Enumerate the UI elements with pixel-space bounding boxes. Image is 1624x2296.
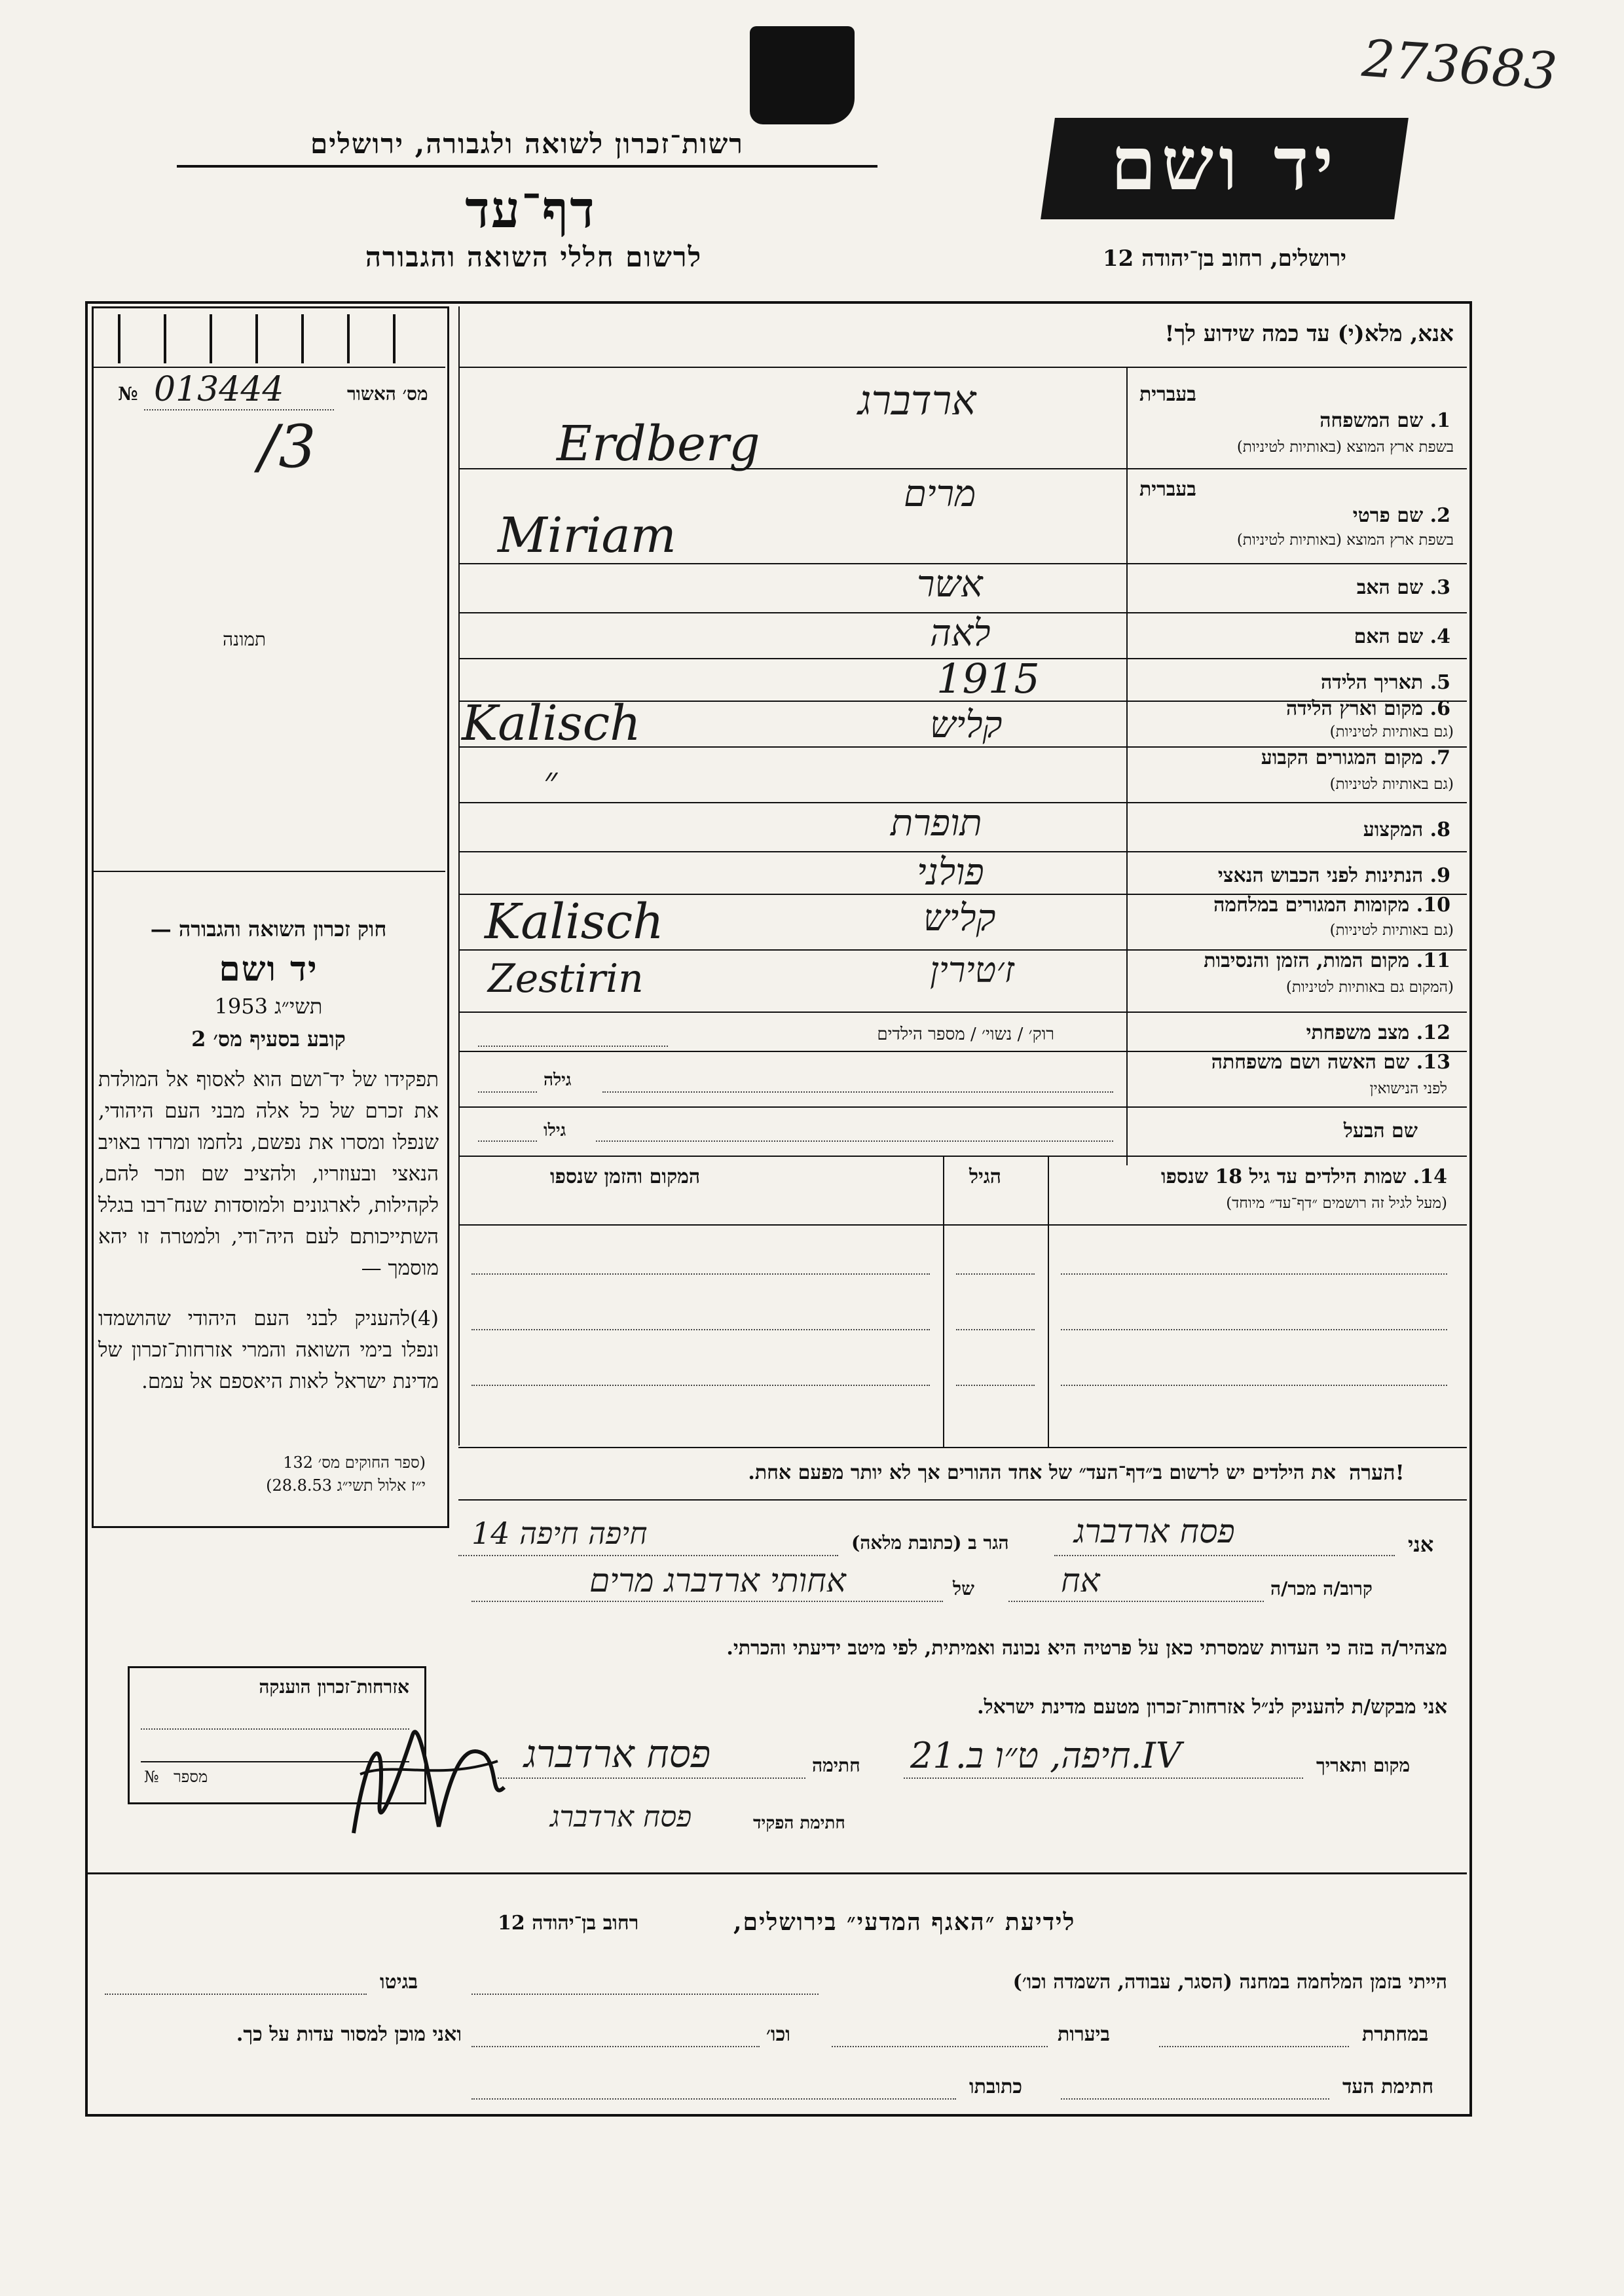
field-13-num: 13.: [1416, 1051, 1450, 1074]
children-col-age: הגיל: [969, 1165, 1002, 1188]
field-2-sub: בשפת ארץ המוצא (באותיות לטיניות): [1236, 532, 1454, 549]
decl-signature-value[interactable]: פסח ארדברג: [524, 1732, 710, 1776]
decl-request: אני מבקש/ת להעניק לנ״ל אזרחות־זכרון מטעם מדינת ישראל.: [977, 1696, 1447, 1719]
decl-ani-value[interactable]: פסח ארדברג: [1074, 1512, 1235, 1550]
law-ref: (ספר החוקים מס׳ 132: [283, 1453, 426, 1472]
field-12-name: מצב משפחתי: [1306, 1021, 1410, 1044]
form-title: דף־עד: [465, 180, 596, 240]
field-1-sub: בשפת ארץ המוצא (באותיות לטיניות): [1236, 439, 1454, 456]
bottom-forests: ביערות: [1058, 2023, 1111, 2046]
field-8-name: המקצוע: [1363, 818, 1424, 841]
bottom-witness-sig: חתימת העד: [1342, 2075, 1434, 2098]
bottom-address: רחוב בן־יהודה 12: [498, 1912, 639, 1935]
field-11-value-latin[interactable]: Zestirin: [488, 956, 644, 1002]
law-body: תפקידו של יד־ושם הוא לאסוף אל המולדת את זכרם של כל אלה מבני העם היהודי, שנפלו ומסרו את נפשם, נלחמו ומרדו באויב הנאצי ובעוזריו, ולהציב שם וזכר להם, לקהילות, לארגונים ולמוסדות שנח־רבו בגלל השתייכותם לעם היה־ודי, ולמטרה זו יהא מוסמך —: [98, 1068, 439, 1280]
archive-number: 273683: [1360, 29, 1559, 102]
field-11-name: מקום המות, הזמן והנסיבות: [1204, 949, 1410, 972]
children-num: 14.: [1412, 1165, 1447, 1188]
field-6-sub: (גם באותיות לטיניות): [1329, 723, 1454, 740]
children-name: שמות הילדים עד גיל 18 שנספו: [1160, 1165, 1407, 1188]
field-11-sub: (המקום גם באותיות לטיניות): [1285, 979, 1454, 996]
field-6-value-latin[interactable]: Kalisch: [462, 695, 641, 752]
field-1-num: 1.: [1430, 409, 1450, 432]
field-2-label: [1136, 504, 1450, 527]
decl-declares: מצהיר/ה בזה כי העדות שמסרתי כאן על פרטיה היא נכונה ואמיתית, לפי מיטב ידיעתי והכרתי.: [726, 1637, 1447, 1660]
field-6-value-he[interactable]: קליש: [930, 704, 1003, 746]
law-ref-date: י״ז אלול תשי״ג 28.8.53): [266, 1476, 426, 1495]
decl-of: של: [953, 1578, 974, 1599]
field-12-label: [1136, 1021, 1450, 1044]
field-2-num: 2.: [1430, 504, 1450, 527]
field-7-label: [1136, 746, 1450, 769]
field-10-label: [1126, 894, 1450, 917]
signature-scribble: [341, 1696, 511, 1859]
field-11-value-he[interactable]: ז׳טירין: [930, 949, 1014, 991]
field-1-name: שם המשפחה: [1320, 409, 1424, 432]
decl-signature: חתימה: [812, 1755, 860, 1776]
field-12-num: 12.: [1416, 1021, 1450, 1044]
field-3-name: שם האב: [1356, 576, 1424, 599]
children-sub: (מעל לגיל זה רושמים ״דף־עד״ מיוחד): [1226, 1195, 1447, 1212]
institute-name: רשות־זכרון לשואה ולגבורה, ירושלים: [310, 128, 744, 160]
approval-no-mark: №: [118, 383, 138, 405]
children-col-place: המקום והזמן שנספו: [550, 1165, 701, 1188]
field-2-tag: בעברית: [1139, 478, 1196, 501]
decl-relation-value[interactable]: אח: [1061, 1561, 1100, 1599]
field-10-name: מקומות המגורים במלחמה: [1213, 894, 1410, 917]
stamp-box-title: אזרחות־זכרון הוענקה: [259, 1676, 409, 1698]
field-9-name: הנתינות לפני הכבוש הנאצי: [1217, 864, 1424, 887]
note-text: את הילדים יש לרשום ב״דף־העד״ של אחד ההורים אך לא יותר מפעם אחת.: [748, 1461, 1336, 1484]
field-13-age: גילה: [544, 1070, 572, 1090]
field-13-label: [1126, 1051, 1450, 1074]
field-1-tag: בעברית: [1139, 383, 1196, 406]
field-5-label: [1136, 671, 1450, 694]
field-6-name: מקום וארץ הלידה: [1285, 697, 1424, 720]
field-3-label: [1136, 576, 1450, 599]
bottom-underground: במחתרת: [1362, 2023, 1429, 2046]
field-4-label: [1136, 625, 1450, 648]
law-name: יד ושם: [219, 949, 318, 989]
bottom-address-lbl: כתובתו: [969, 2075, 1023, 2098]
decl-relative: קרוב/ה מכר/ה: [1270, 1578, 1373, 1599]
decl-resides: הגר ב (כתובת מלאה): [851, 1532, 1009, 1554]
field-7-name: מקום המגורים הקבוע: [1261, 746, 1424, 769]
decl-officer-value[interactable]: פסח ארדברג: [550, 1800, 692, 1834]
approval-number: 013444: [154, 370, 284, 409]
approval-handwritten-mark: /3: [259, 412, 316, 481]
field-1-value-latin[interactable]: Erdberg: [557, 416, 760, 472]
field-6-num: 6.: [1430, 697, 1450, 720]
field-6-label: [1136, 697, 1450, 720]
field-7-value[interactable]: ״: [544, 759, 558, 802]
field-8-label: [1136, 818, 1450, 841]
field-10-sub: (גם באותיות לטיניות): [1329, 922, 1454, 939]
field-8-value[interactable]: תופרת: [891, 802, 982, 845]
law-body-2: (4)להעניק לבני העם היהודי שהושמדו ונפלו בימי השואה והמרי אזרחות־זכרון של מדינת ישראל לאות היאספם אל עמם.: [98, 1307, 439, 1393]
law-heading: חוק זכרון השואה והגבורה —: [150, 917, 387, 941]
approval-label: מס׳ האשור: [347, 383, 428, 405]
header-address: ירושלים, רחוב בן־יהודה 12: [1102, 246, 1347, 272]
field-5-num: 5.: [1430, 671, 1450, 694]
field-8-num: 8.: [1430, 818, 1450, 841]
field-10-value-he[interactable]: קליש: [923, 897, 996, 939]
bottom-ghetto: בגיטו: [380, 1971, 418, 1994]
decl-of-value[interactable]: אחותי ארדברג מרים: [589, 1561, 846, 1599]
tick-marks: [118, 314, 413, 363]
decl-place-date-value[interactable]: חיפה, ט״ו ב.21.IV: [910, 1735, 1181, 1776]
field-7-num: 7.: [1430, 746, 1450, 769]
field-1-value-he[interactable]: ארדברג: [858, 376, 976, 424]
bottom-heading: לידיעת ״האגף המדעי״ בירושלים,: [733, 1908, 1076, 1936]
field-9-label: [1126, 864, 1450, 887]
field-13-name: שם האשה ושם משפחתה: [1211, 1051, 1410, 1074]
field-4-value[interactable]: לאה: [930, 612, 991, 655]
field-4-name: שם האם: [1354, 625, 1424, 648]
note-label: הערה!: [1349, 1460, 1405, 1485]
decl-ani: אני: [1408, 1532, 1434, 1557]
field-13-sub: לפני הנישואין: [1369, 1080, 1447, 1097]
bottom-etc: וכו׳: [766, 2023, 790, 2046]
law-clause: קובע בסעיף מס׳ 2: [191, 1027, 346, 1051]
field-9-num: 9.: [1430, 864, 1450, 887]
law-year: תשי״ג 1953: [214, 994, 323, 1019]
bottom-ready: ואני מוכן למסור עדות על כך.: [236, 2023, 462, 2046]
instruction: אנא, מלא(י) עד כמה שידוע לך!: [1164, 321, 1454, 347]
decl-address-value[interactable]: חיפה חיפה 14: [471, 1516, 648, 1551]
photo-label: תמונה: [223, 629, 267, 650]
form-subtitle: לרשום חללי השואה והגבורה: [365, 241, 703, 273]
children-label: [1054, 1165, 1447, 1188]
stamp-box-number-label: מספר: [174, 1768, 208, 1786]
husband-age: גילו: [544, 1121, 566, 1140]
scan-smudge: [750, 26, 855, 124]
bottom-line1: הייתי בזמן המלחמה במחנה (הסגר, עבודה, השמדה וכו׳): [1012, 1971, 1447, 1994]
field-3-value[interactable]: אשר: [917, 563, 983, 606]
field-7-sub: (גם באותיות לטיניות): [1329, 776, 1454, 793]
field-5-name: תאריך הלידה: [1321, 671, 1424, 694]
field-4-num: 4.: [1430, 625, 1450, 648]
field-3-num: 3.: [1430, 576, 1450, 599]
logo-text: יד ושם: [1110, 121, 1339, 207]
decl-place-date: מקום ותאריך: [1316, 1755, 1411, 1776]
field-10-num: 10.: [1416, 894, 1450, 917]
stamp-box-no-mark: №: [144, 1768, 159, 1786]
field-5-value[interactable]: 1915: [936, 655, 1040, 702]
field-12-value[interactable]: רוק׳ / נשוי׳ / מספר הילדים: [877, 1025, 1054, 1044]
field-10-value-latin[interactable]: Kalisch: [485, 894, 664, 950]
field-11-label: [1126, 949, 1450, 972]
field-2-name: שם פרטי: [1352, 504, 1424, 527]
field-11-num: 11.: [1416, 949, 1450, 972]
field-9-value[interactable]: פולני: [917, 851, 984, 894]
decl-officer: חתימת הפקיד: [753, 1813, 845, 1833]
husband-label: שם הבעל: [1343, 1120, 1418, 1142]
field-2-value-he[interactable]: מרים: [904, 473, 976, 515]
field-2-value-latin[interactable]: Miriam: [498, 507, 676, 564]
field-1-label: [1136, 409, 1450, 432]
